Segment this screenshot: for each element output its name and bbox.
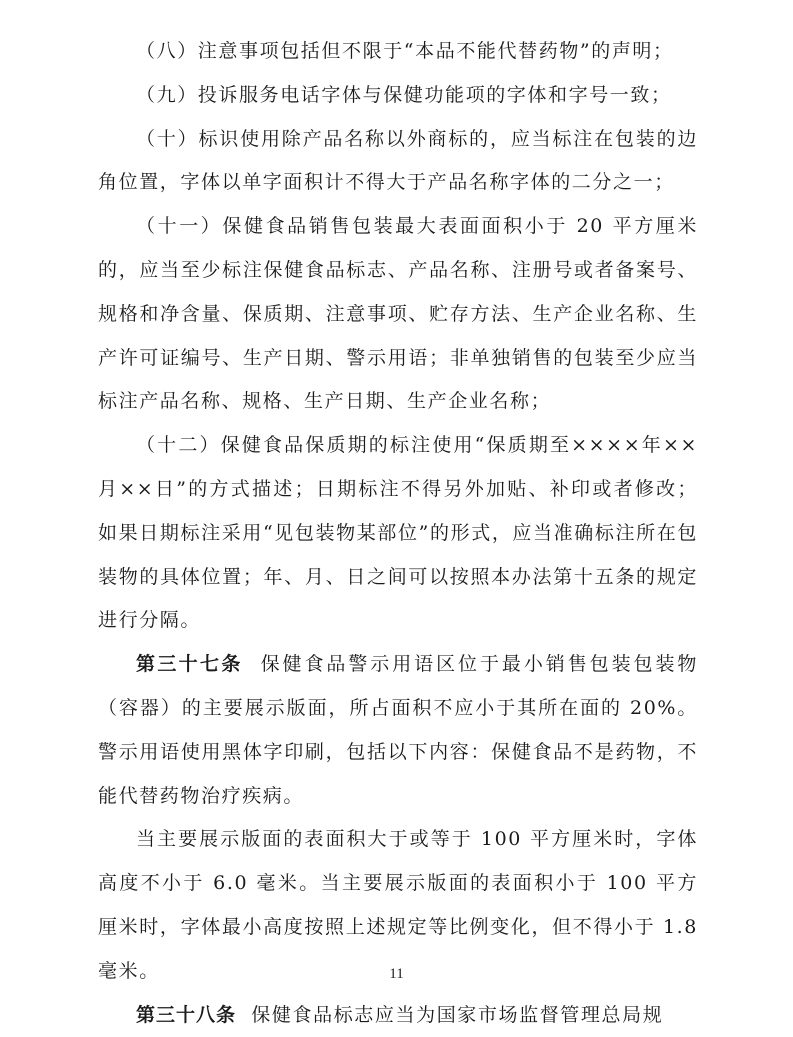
clause-11: （十一）保健食品销售包装最大表面面积小于 20 平方厘米的，应当至少标注保健食品标志、产品名称、注册号或者备案号、规格和净含量、保质期、注意事项、贮存方法、生产企业名称、生产许可证编号、生产日期、警示用语；非单独销售的包装至少应当标注产品名称、规格、生产日期、生产企业名称； <box>98 215 698 413</box>
article-38-heading: 第三十八条 <box>136 1003 237 1026</box>
article-38 <box>98 994 698 1037</box>
article-37-heading: 第三十七条 <box>136 653 243 676</box>
clause-9: （九）投诉服务电话字体与保健功能项的字体和字号一致； <box>136 83 672 106</box>
clause-12: （十二）保健食品保质期的标注使用“保质期至××××年××月××日”的方式描述；日期标注不得另外加贴、补印或者修改；如果日期标注采用“见包装物某部位”的形式，应当准确标注所在包装物的具体位置；年、月、日之间可以按照本办法第十五条的规定进行分隔。 <box>98 434 698 632</box>
article-37-text: 保健食品警示用语区位于最小销售包装包装物（容器）的主要展示版面，所占面积不应小于其所在面的 20%。警示用语使用黑体字印刷，包括以下内容：保健食品不是药物，不能代替药物治疗疾病。 <box>98 653 698 807</box>
clause-10: （十）标识使用除产品名称以外商标的，应当标注在包装的边角位置，字体以单字面积计不得大于产品名称字体的二分之一； <box>98 127 698 194</box>
page-number: 11 <box>389 966 404 982</box>
document-body <box>98 30 698 1037</box>
article-38-text: 保健食品标志应当为国家市场监督管理总局规 <box>251 1003 664 1026</box>
article-37 <box>98 643 698 818</box>
article-37-paragraph-2: 当主要展示版面的表面积大于或等于 100 平方厘米时，字体高度不小于 6.0 毫米。当主要展示版面的表面积小于 100 平方厘米时，字体最小高度按照上述规定等比例变化，但不得小于 1.8 毫米。 <box>98 828 698 982</box>
clause-8: （八）注意事项包括但不限于“本品不能代替药物”的声明； <box>136 40 674 62</box>
